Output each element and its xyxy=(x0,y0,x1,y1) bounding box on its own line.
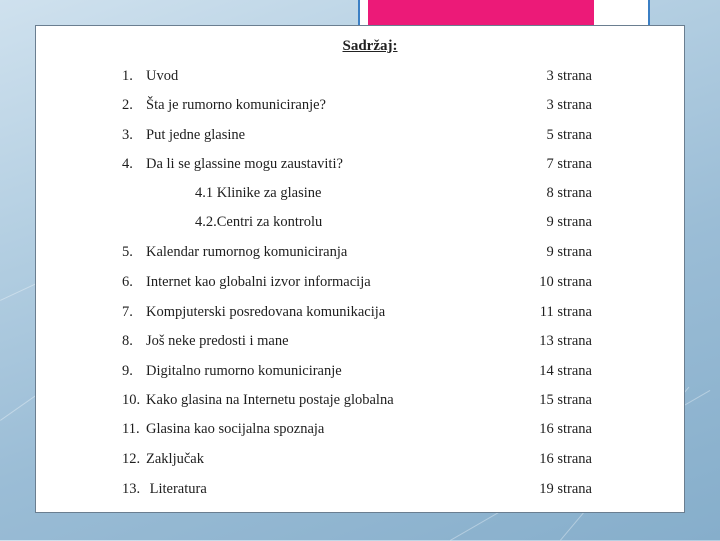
toc-entry-text: Uvod xyxy=(146,68,179,84)
toc-entry-text: Kalendar rumornog komuniciranja xyxy=(146,244,348,260)
toc-entry xyxy=(122,304,592,324)
toc-entry-text: Internet kao globalni izvor informacija xyxy=(146,274,371,290)
toc-entry xyxy=(122,127,592,147)
toc-entry-page: 9 strana xyxy=(546,244,592,260)
toc-entry-text: Glasina kao socijalna spoznaja xyxy=(146,421,325,437)
toc-entry-number: 8. xyxy=(122,333,133,349)
toc-subentry xyxy=(122,185,592,205)
toc-entry-text: 4.1 Klinike za glasine xyxy=(195,185,322,201)
toc-entry xyxy=(122,274,592,294)
toc-entry-text: Literatura xyxy=(146,481,207,497)
toc-entry-page: 13 strana xyxy=(539,333,592,349)
toc-entry-page: 16 strana xyxy=(539,451,592,467)
toc-entry-text: Put jedne glasine xyxy=(146,127,246,143)
toc-subentry xyxy=(122,214,592,234)
toc-entry-text: Zaključak xyxy=(146,451,204,467)
toc-entry-number: 2. xyxy=(122,97,133,113)
toc-entry-text: Da li se glassine mogu zaustaviti? xyxy=(146,156,343,172)
toc-entry-number: 7. xyxy=(122,304,133,320)
toc-entry xyxy=(122,68,592,88)
toc-entry-page: 9 strana xyxy=(546,214,592,230)
toc-entry-number: 10. xyxy=(122,392,141,408)
toc-entry xyxy=(122,333,592,353)
toc-entry-page: 14 strana xyxy=(539,363,592,379)
toc-entry-page: 11 strana xyxy=(539,304,592,320)
toc-title: Sadržaj: xyxy=(342,38,398,54)
toc-entry-number: 12. xyxy=(122,451,141,467)
toc-entry-page: 10 strana xyxy=(539,274,592,290)
toc-entry-page: 7 strana xyxy=(546,156,592,172)
toc-entry-text: Šta je rumorno komuniciranje? xyxy=(146,97,326,113)
toc-entry-number: 3. xyxy=(122,127,133,143)
toc-entry xyxy=(122,156,592,176)
toc-entry-number: 1. xyxy=(122,68,133,84)
toc-entry xyxy=(122,421,592,441)
toc-entry xyxy=(122,392,592,412)
toc-entry-number: 13. xyxy=(122,481,141,497)
toc-entry-number: 5. xyxy=(122,244,133,260)
toc-entry-text: Još neke predosti i mane xyxy=(146,333,289,349)
toc-entry-page: 5 strana xyxy=(546,127,592,143)
toc-entry-page: 3 strana xyxy=(546,97,592,113)
toc-entry-page: 16 strana xyxy=(539,421,592,437)
toc-entry xyxy=(122,244,592,264)
toc-entry xyxy=(122,363,592,383)
toc-entry-text: Digitalno rumorno komuniciranje xyxy=(146,363,342,379)
toc-entry-number: 4. xyxy=(122,156,133,172)
toc-entry-number: 9. xyxy=(122,363,133,379)
toc-entry-text: 4.2.Centri za kontrolu xyxy=(195,214,323,230)
toc-entry-page: 15 strana xyxy=(539,392,592,408)
toc-entry-page: 19 strana xyxy=(539,481,592,497)
toc-entry-text: Kako glasina na Internetu postaje globalna xyxy=(146,392,394,408)
toc-entry-number: 11. xyxy=(122,421,140,437)
toc-entry xyxy=(122,97,592,117)
toc-entry-page: 8 strana xyxy=(546,185,592,201)
document-page xyxy=(35,25,685,513)
toc-entry-page: 3 strana xyxy=(546,68,592,84)
toc-entry xyxy=(122,451,592,471)
toc-entry-text: Kompjuterski posredovana komunikacija xyxy=(146,304,386,320)
toc-entry xyxy=(122,481,592,501)
toc-entry-number: 6. xyxy=(122,274,133,290)
